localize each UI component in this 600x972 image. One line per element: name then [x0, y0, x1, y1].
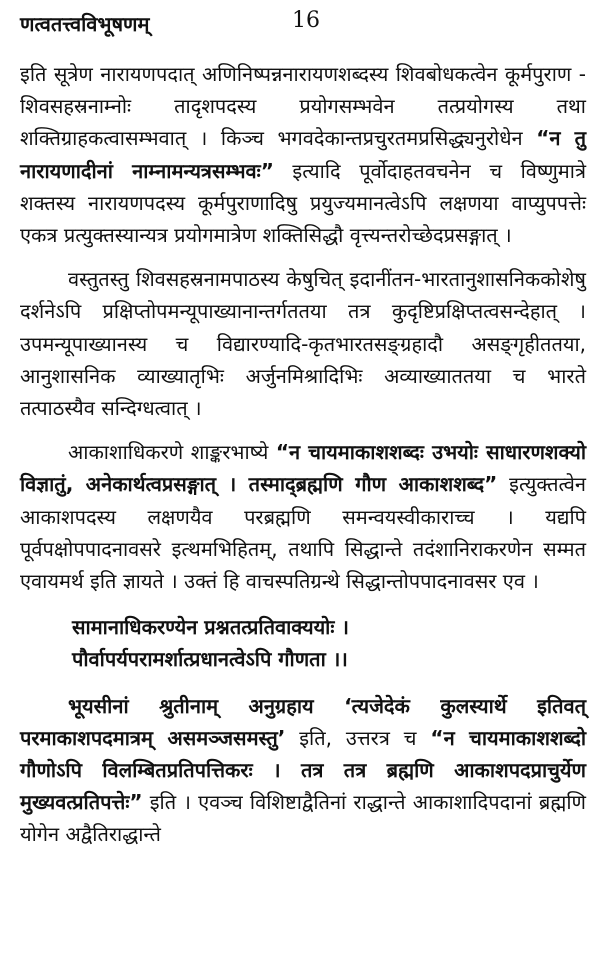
paragraph-3-quote: “न चायमाकाशशब्दः उभयोः साधारणशक्यो विज्ञातुं, अनेकार्थत्वप्रसङ्गात् । तस्माद्ब्रह्मणि गौण आकाशशब्द” [20, 440, 586, 497]
running-title: णत्वतत्त्वविभूषणम् [20, 12, 150, 36]
paragraph-3 [20, 436, 586, 597]
paragraph-4 [20, 690, 586, 851]
paragraph-3-text-a: आकाशाधिकरणे शाङ्करभाष्ये [68, 440, 276, 465]
page-header [0, 8, 600, 42]
verse-quote [72, 611, 586, 675]
paragraph-1-quote: “न तु नारायणादीनां नाम्नामन्यत्रसम्भवः” [20, 126, 587, 183]
paragraph-3-text-b: इत्युक्तत्वेन आकाशपदस्य लक्षणयैव परब्रह्मणि समन्वयस्वीकाराच्च । यद्यपि पूर्वपक्षोपपादनावसरे इत्थमभिहितम्, तथापि सिद्धान्ते तदंशानिराकरणेन सम्मत एवायमर्थ इति ज्ञायते । उक्तं हि वाचस्पतिग्रन्थे सिद्धान्तोपपादनावसर एव । [20, 472, 587, 594]
verse-line-2: पौर्वापर्यपरामर्शात्प्रधानत्वेऽपि गौणता ।। [72, 647, 348, 672]
paragraph-2: वस्तुतस्तु शिवसहस्रनामपाठस्य केषुचित् इदानींतन-भारतानुशासनिककोशेषु दर्शनेऽपि प्रक्षिप्तोपमन्यूपाख्यानान्तर्गततया तत्र कुदृष्टिप्रक्षिप्तत्वसन्देहात् । उपमन्यूपाख्यानस्य च विद्यारण्यादि-कृतभारतसङ्ग्रहादौ असङ्गृहीततया, आनुशासनिक व्याख्यातृभिः अर्जुनमिश्रादिभिः अव्याख्याततया च भारते तत्पाठस्यैव सन्दिग्धत्वात् । [20, 267, 586, 421]
paragraph-1-text-b: इत्यादि पूर्वोदाहतवचनेन च विष्णुमात्रे शक्तस्य नारायणपदस्य कूर्मपुराणादिषु प्रयुज्यमानत्वेऽपि लक्षणया वाप्युपपत्तेः एकत्र प्रत्युक्तस्यान्यत्र प्रयोगमात्रेण शक्तिसिद्धौ वृत्त्यन्तरोच्छेदप्रसङ्गात् । [20, 158, 586, 248]
paragraph-1-text-a: इति सूत्रेण नारायणपदात् अणिनिष्पन्ननारायणशब्दस्य शिवबोधकत्वेन कूर्मपुराण - शिवसहस्रनाम्नोः तादृशपदस्य प्रयोगसम्भवेन तत्प्रयोगस्य तथा शक्तिग्राहकत्वासम्भवात् । किञ्च भगवदेकान्तप्रचुरतमप्रसिद्ध्यनुरोधेन [20, 62, 586, 151]
page-body [20, 58, 586, 851]
verse-line-1: सामानाधिकरण्येन प्रश्नतत्प्रतिवाक्ययोः । [72, 615, 349, 640]
paragraph-4-text-a: इति, उत्तरत्र च [285, 725, 431, 750]
paragraph-1 [20, 58, 586, 251]
paragraph-4-quote-b: “न चायमाकाशशब्दो गौणोऽपि विलम्बितप्रतिपत्तिकरः । तत्र तत्र ब्रह्मणि आकाशपदप्राचुर्येण मुख्यवत्प्रतिपत्तेः” [20, 725, 587, 815]
paragraph-4-text-b: इति । एवञ्च विशिष्टाद्वैतिनां राद्धान्ते आकाशादिपदानां ब्रह्मणि योगेन अद्वैतिराद्धान्ते [20, 790, 586, 847]
page-number: 16 [292, 8, 320, 33]
paragraph-4-quote-a: भूयसीनां श्रुतीनाम् अनुग्रहाय ‘त्यजेदेकं कुलस्यार्थे इतिवत् परमाकाशपदमात्रम् असमञ्जसमस्तु’ [20, 693, 586, 750]
